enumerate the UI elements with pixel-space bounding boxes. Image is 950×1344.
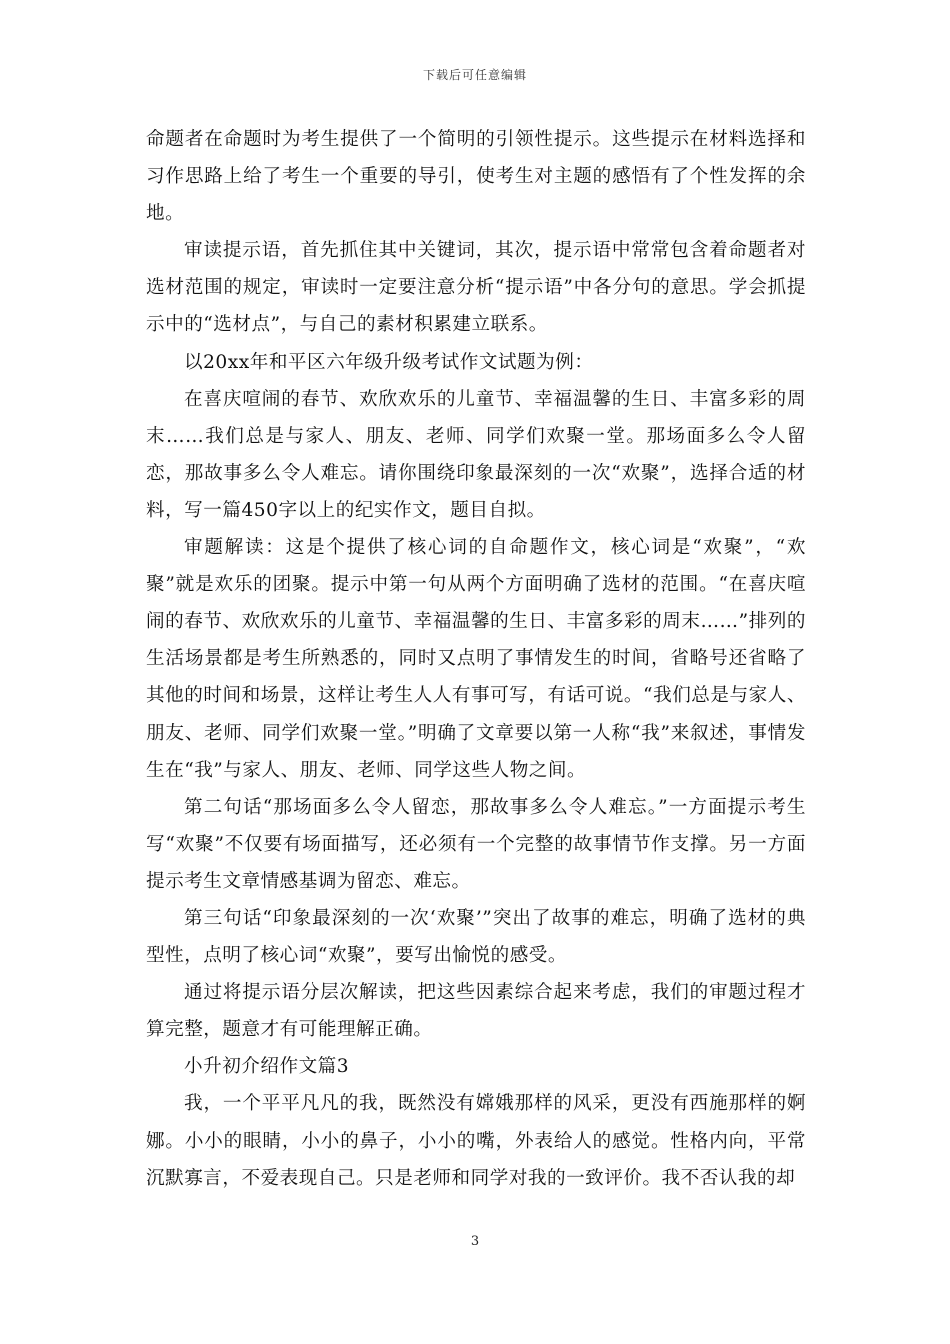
paragraph: 审题解读：这是个提供了核心词的自命题作文，核心词是“欢聚”，“欢聚”就是欢乐的团聚。提示中第一句从两个方面明确了选材的范围。“在喜庆喧闹的春节、欢欣欢乐的儿童节、幸福温馨的生日、丰富多彩的周末……”排列的生活场景都是考生所熟悉的，同时又点明了事情发生的时间，省略号还省略了其他的时间和场景，这样让考生人人有事可写，有话可说。“我们总是与家人、朋友、老师、同学们欢聚一堂。”明确了文章要以第一人称“我”来叙述，事情发生在“我”与家人、朋友、老师、同学这些人物之间。 xyxy=(146,537,806,781)
paragraph: 第二句话“那场面多么令人留恋，那故事多么令人难忘。”一方面提示考生写“欢聚”不仅要有场面描写，还必须有一个完整的故事情节作支撑。另一方面提示考生文章情感基调为留恋、难忘。 xyxy=(146,796,806,892)
paragraph: 命题者在命题时为考生提供了一个简明的引领性提示。这些提示在材料选择和习作思路上给了考生一个重要的导引，使考生对主题的感悟有了个性发挥的余地。 xyxy=(146,129,806,225)
section-heading: 小升初介绍作文篇3 xyxy=(184,1056,350,1078)
page-number: 3 xyxy=(470,1234,480,1249)
paragraph: 我，一个平平凡凡的我，既然没有嫦娥那样的风采，更没有西施那样的婀娜。小小的眼睛，小小的鼻子，小小的嘴，外表给人的感觉。性格内向，平常沉默寡言，不爱表现自己。只是老师和同学对我的一致评价。我不否认我的却 xyxy=(146,1093,806,1189)
paragraph: 审读提示语，首先抓住其中关键词，其次，提示语中常常包含着命题者对选材范围的规定，审读时一定要注意分析“提示语”中各分句的意思。学会抓提示中的“选材点”，与自己的素材积累建立联系。 xyxy=(146,240,806,336)
page-header: 下载后可任意编辑 xyxy=(422,68,527,82)
paragraph: 通过将提示语分层次解读，把这些因素综合起来考虑，我们的审题过程才算完整，题意才有可能理解正确。 xyxy=(146,982,806,1041)
paragraph: 在喜庆喧闹的春节、欢欣欢乐的儿童节、幸福温馨的生日、丰富多彩的周末……我们总是与家人、朋友、老师、同学们欢聚一堂。那场面多么令人留恋，那故事多么令人难忘。请你围绕印象最深刻的一次“欢聚”，选择合适的材料，写一篇450字以上的纪实作文，题目自拟。 xyxy=(146,388,806,521)
paragraph: 以20xx年和平区六年级升级考试作文试题为例： xyxy=(184,351,594,373)
paragraph: 第三句话“印象最深刻的一次‘欢聚’”突出了故事的难忘，明确了选材的典型性，点明了核心词“欢聚”，要写出愉悦的感受。 xyxy=(146,907,806,967)
document-body xyxy=(146,121,806,1197)
